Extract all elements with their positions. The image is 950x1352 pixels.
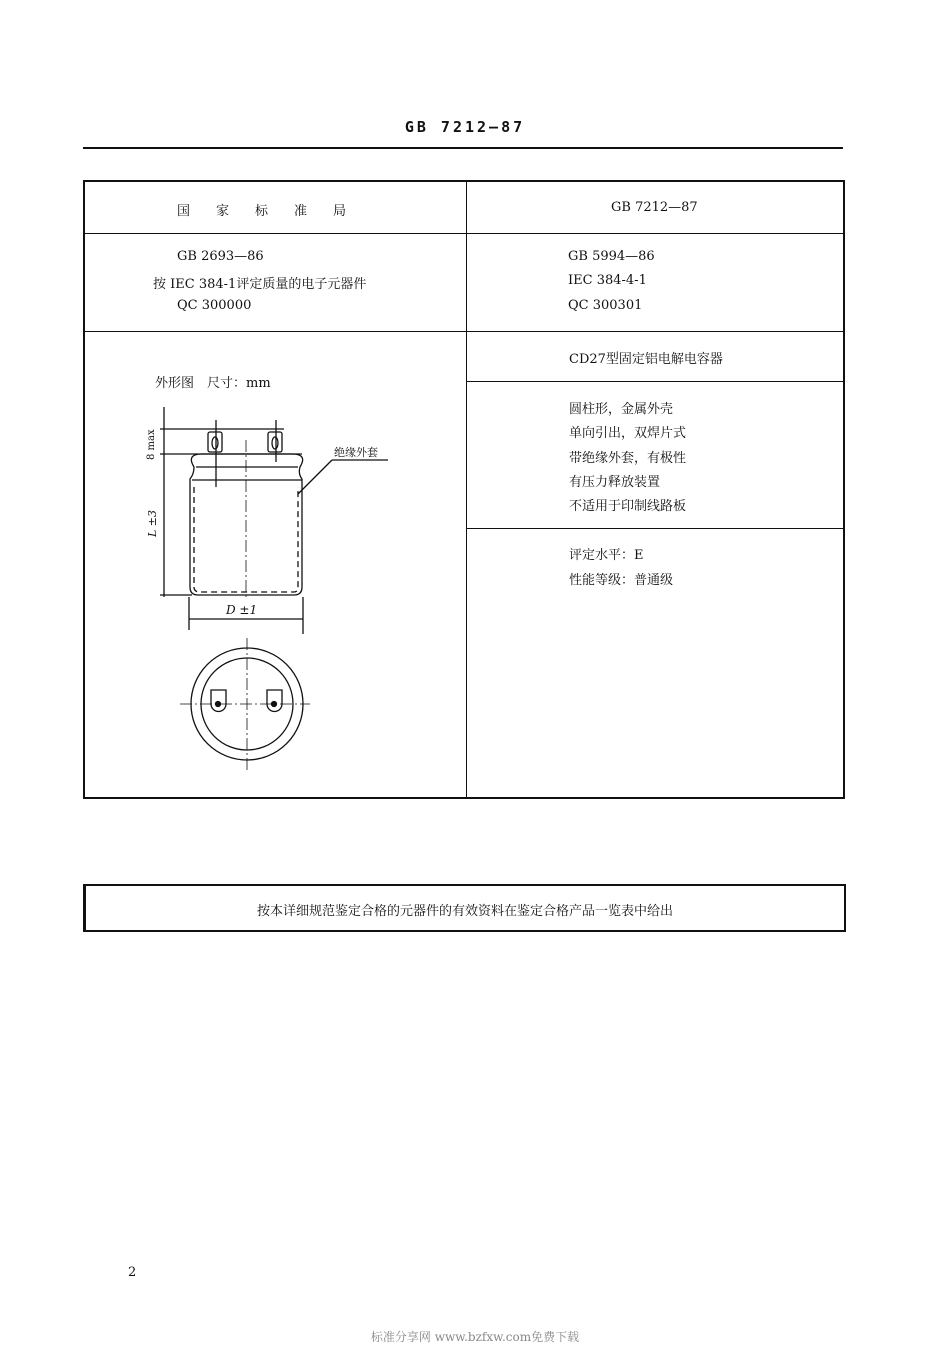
- feature-item: 不适用于印制线路板: [569, 499, 687, 514]
- diameter-label: D ±1: [226, 603, 258, 617]
- page-number: 2: [128, 1265, 137, 1280]
- note-box: [83, 884, 846, 932]
- sectional-spec-gb: GB 5994—86: [568, 249, 655, 264]
- sectional-spec-qc: QC 300301: [568, 298, 643, 313]
- sleeve-label: 绝缘外套: [334, 446, 378, 459]
- feature-item: 圆柱形，金属外壳: [569, 402, 674, 417]
- feature-item: 带绝缘外套，有极性: [569, 451, 687, 466]
- sectional-spec-iec: IEC 384-4-1: [568, 273, 647, 288]
- spec-table: [83, 180, 845, 799]
- row-divider: [466, 381, 843, 382]
- generic-spec-qc: QC 300000: [177, 298, 252, 313]
- generic-spec-gb: GB 2693—86: [177, 249, 264, 264]
- capacitor-outline-drawing: [122, 382, 422, 782]
- length-label: L ±3: [146, 509, 159, 537]
- terminal-top: [267, 690, 282, 712]
- row-divider: [85, 331, 843, 332]
- note-text: 按本详细规范鉴定合格的元器件的有效资料在鉴定合格产品一览表中给出: [256, 904, 673, 919]
- column-divider: [466, 182, 467, 797]
- tab-height-label: 8 max: [146, 429, 157, 460]
- leader-line: [298, 460, 332, 494]
- product-title: CD27型固定铝电解电容器: [569, 352, 723, 367]
- issuing-authority: 国 家 标 准 局: [177, 204, 347, 219]
- header-rule: [83, 147, 843, 149]
- feature-item: 单向引出，双焊片式: [569, 426, 687, 441]
- spec-number: GB 7212—87: [611, 200, 698, 215]
- drawing-caption: 外形图 尺寸：mm: [155, 376, 271, 391]
- performance-grade: 性能等级：普通级: [569, 573, 674, 588]
- document-header: GB 7212—87: [404, 118, 526, 136]
- terminal-top: [211, 690, 226, 712]
- assessment-level: 评定水平：E: [569, 548, 644, 563]
- watermark: 标准分享网 www.bzfxw.com免费下载: [370, 1330, 580, 1344]
- feature-item: 有压力释放装置: [569, 475, 661, 490]
- row-divider: [466, 528, 843, 529]
- row-divider: [85, 233, 843, 234]
- generic-spec-desc: 按 IEC 384-1评定质量的电子元器件: [153, 277, 367, 292]
